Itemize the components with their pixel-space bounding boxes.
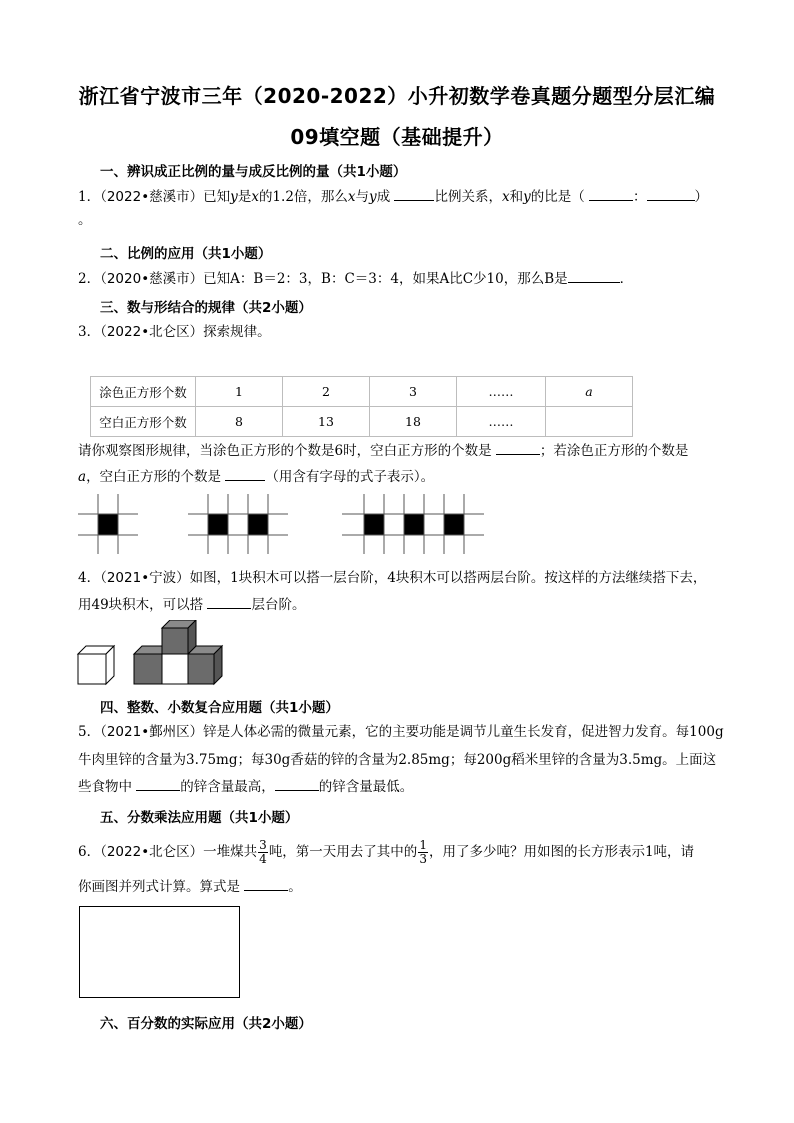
fraction-one-third: $\frac{1}{3}$ — [419, 838, 427, 866]
section-heading-4: 四、整数、小数复合应用题（共1小题） — [100, 700, 339, 716]
question-1: 1．（2022•慈溪市）已知y是x的1.2倍，那么x与y成 比例关系，x和y的比是（ ： ） — [78, 186, 720, 207]
stair-blocks-figure — [76, 620, 226, 686]
answer-blank[interactable] — [136, 776, 180, 791]
section-heading-5: 五、分数乘法应用题（共1小题） — [100, 810, 299, 826]
pattern-figure-2 — [188, 494, 288, 554]
fraction-three-quarters: $\frac{3}{4}$ — [259, 838, 267, 866]
answer-blank[interactable] — [496, 440, 540, 455]
answer-blank[interactable] — [589, 186, 633, 201]
answer-blank[interactable] — [225, 466, 265, 481]
three-cube-stairs — [134, 620, 222, 684]
section-heading-2: 二、比例的应用（共1小题） — [100, 246, 272, 262]
pattern-figure-1 — [78, 494, 138, 554]
table-row: 空白正方形个数 8 13 18 …… — [91, 407, 633, 437]
filled-square — [404, 514, 424, 535]
section-heading-1: 一、辨识成正比例的量与成反比例的量（共1小题） — [100, 164, 407, 180]
doc-title-line1: 浙江省宁波市三年（2020-2022）小升初数学卷真题分题型分层汇编 — [78, 84, 716, 108]
answer-blank[interactable] — [394, 186, 434, 201]
question-3-line1: 请你观察图形规律，当涂色正方形的个数是6时，空白正方形的个数是 ；若涂色正方形的个数是 — [78, 440, 720, 461]
section-heading-6: 六、百分数的实际应用（共2小题） — [100, 1016, 312, 1032]
doc-title-line2: 09填空题（基础提升） — [290, 125, 504, 149]
answer-blank[interactable] — [568, 268, 620, 283]
table-row: 涂色正方形个数 1 2 3 …… a — [91, 377, 633, 407]
question-4-line1: 4．（2021•宁波）如图，1块积木可以搭一层台阶，4块积木可以搭两层台阶。按这样的方法继续搭下去， — [78, 570, 707, 586]
pattern-figures — [76, 494, 488, 556]
table-row-label: 涂色正方形个数 — [91, 377, 196, 407]
answer-blank[interactable] — [244, 876, 288, 891]
answer-blank[interactable] — [275, 776, 319, 791]
question-5-line1: 5．（2021•鄞州区）锌是人体必需的微量元素，它的主要功能是调节儿童生长发育，促进智力发育。每100g — [78, 724, 724, 740]
question-6-line2: 你画图并列式计算。算式是 。 — [78, 876, 720, 897]
section-heading-3: 三、数与形结合的规律（共2小题） — [100, 300, 312, 316]
drawing-rectangle[interactable] — [79, 906, 240, 998]
filled-square — [444, 514, 464, 535]
pattern-figure-3 — [342, 494, 484, 554]
filled-square — [248, 514, 268, 535]
question-4-line2: 用49块积木，可以搭 层台阶。 — [78, 594, 720, 615]
question-1-end: 。 — [78, 212, 92, 228]
question-3-line2: a，空白正方形的个数是 （用含有字母的式子表示）。 — [78, 466, 720, 487]
question-5-line2: 牛肉里锌的含量为3.75mg；每30g香菇的锌的含量为2.85mg；每200g稻米里锌的含量为3.5mg。上面这 — [78, 752, 717, 768]
question-5-line3: 些食物中 的锌含量最高， 的锌含量最低。 — [78, 776, 720, 797]
question-2: 2．（2020•慈溪市）已知A：B＝2：3，B：C＝3：4，如果A比C少10，那么B是 ． — [78, 268, 720, 289]
question-3: 3．（2022•北仑区）探索规律。 — [78, 324, 271, 340]
question-6-line1: 6．（2022•北仑区）一堆煤共 $\frac{3}{4}$ 吨，第一天用去了其中的 $\frac{1}{3}$ ，用了多少吨？用如图的长方形表示1吨，请 — [78, 838, 695, 866]
filled-square — [98, 514, 118, 535]
answer-blank[interactable] — [207, 594, 251, 609]
pattern-table — [90, 376, 633, 437]
single-cube — [78, 646, 114, 684]
table-row-label: 空白正方形个数 — [91, 407, 196, 437]
filled-square — [208, 514, 228, 535]
answer-blank[interactable] — [647, 186, 695, 201]
filled-square — [364, 514, 384, 535]
